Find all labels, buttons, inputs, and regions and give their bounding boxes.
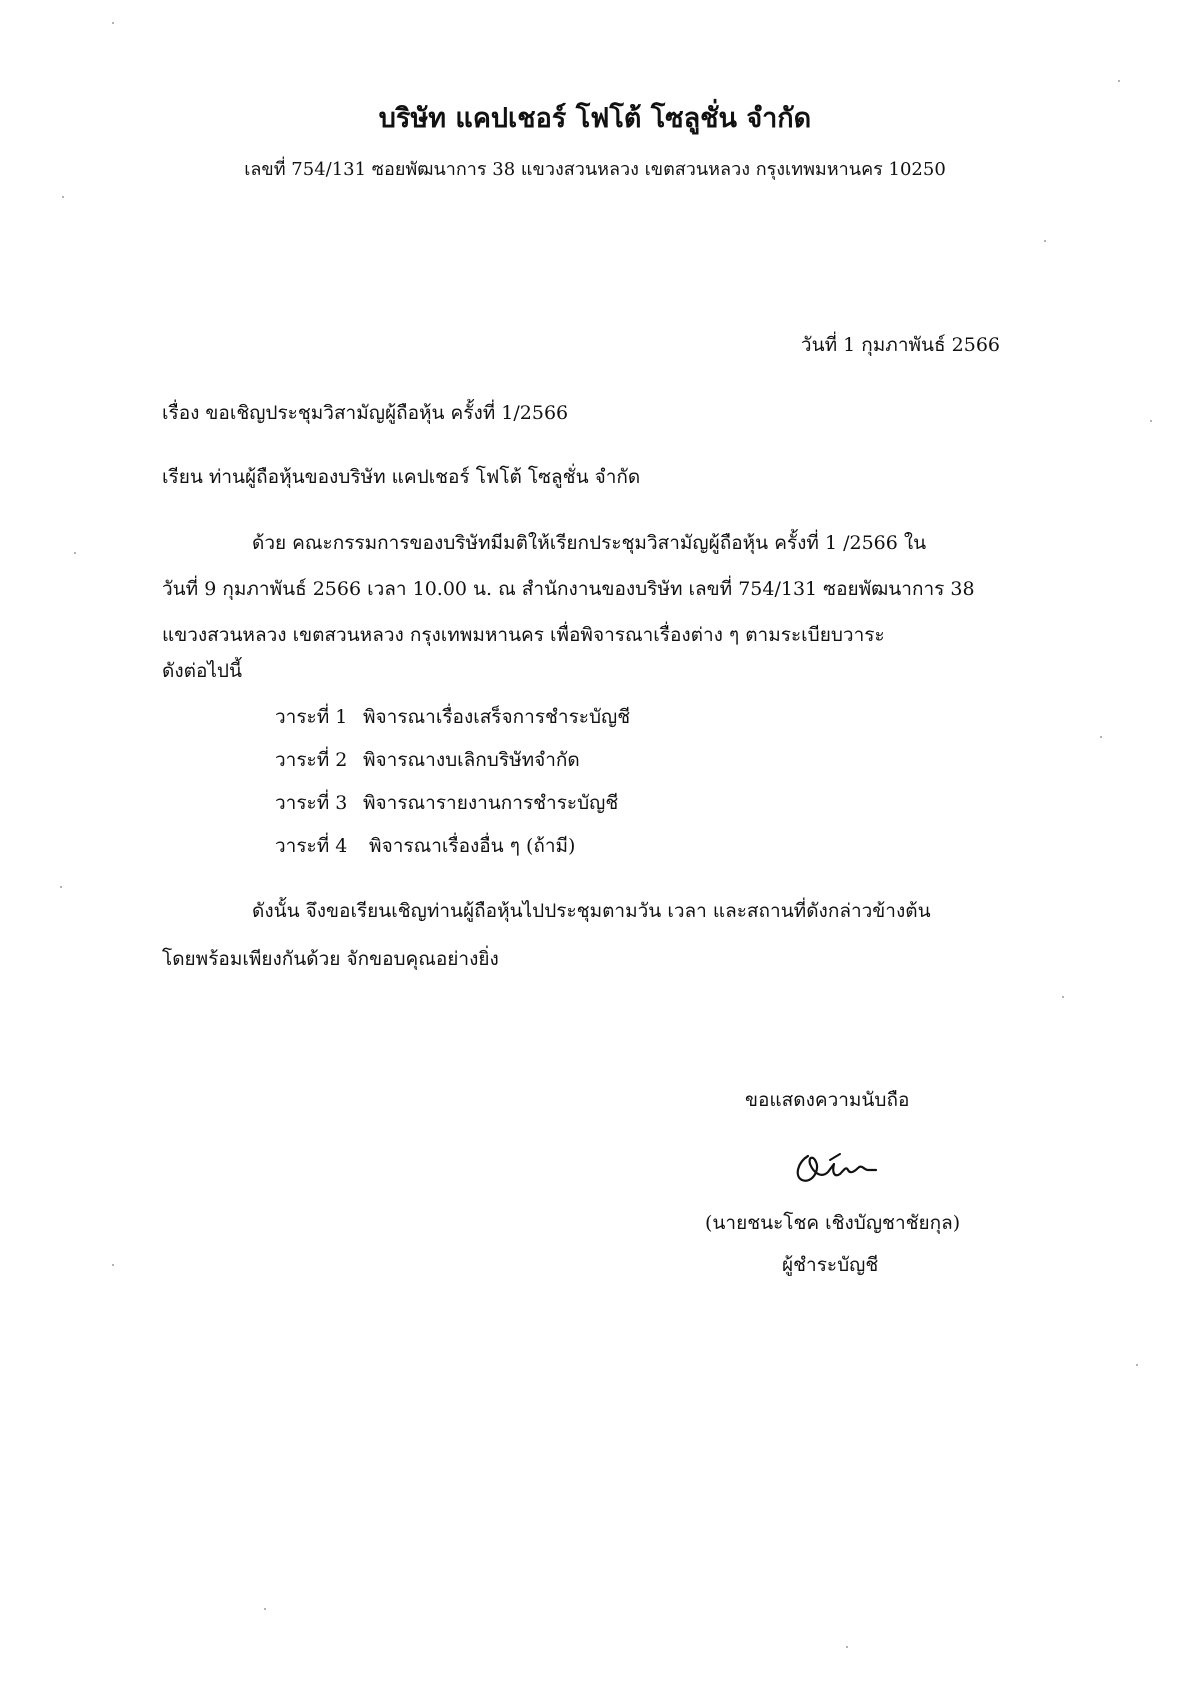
agenda-item [275, 745, 580, 775]
scan-speck [112, 1264, 114, 1266]
scan-speck [1044, 240, 1046, 242]
scan-speck [1150, 420, 1152, 422]
agenda-text: พิจารณางบเลิกบริษัทจำกัด [363, 749, 580, 771]
handwritten-signature [790, 1140, 880, 1190]
agenda-text: พิจารณารายงานการชำระบัญชี [363, 792, 619, 814]
agenda-item [275, 831, 575, 861]
company-name: บริษัท แคปเชอร์ โฟโต้ โซลูชั่น จำกัด [378, 103, 812, 134]
closing-line: โดยพร้อมเพียงกันด้วย จักขอบคุณอย่างยิ่ง [162, 948, 499, 970]
body-line: ดังต่อไปนี้ [162, 660, 242, 682]
body-line: วันที่ 9 กุมภาพันธ์ 2566 เวลา 10.00 น. ณ สำนักงานของบริษัท เลขที่ 754/131 ซอยพัฒนาการ 38 [162, 578, 975, 600]
agenda-number: วาระที่ 2 [275, 749, 348, 771]
scan-speck [1136, 1364, 1138, 1366]
agenda-number: วาระที่ 1 [275, 706, 348, 728]
letter-salutation: เรียน ท่านผู้ถือหุ้นของบริษัท แคปเชอร์ โฟโต้ โซลูชั่น จำกัด [162, 466, 641, 488]
sign-off: ขอแสดงความนับถือ [745, 1089, 910, 1111]
company-address: เลขที่ 754/131 ซอยพัฒนาการ 38 แขวงสวนหลวง เขตสวนหลวง กรุงเทพมหานคร 10250 [244, 159, 946, 180]
signer-title: ผู้ชำระบัญชี [782, 1254, 879, 1276]
scan-speck [846, 1646, 848, 1648]
scan-speck [264, 1608, 266, 1610]
body-line: แขวงสวนหลวง เขตสวนหลวง กรุงเทพมหานคร เพื่อพิจารณาเรื่องต่าง ๆ ตามระเบียบวาระ [162, 624, 885, 646]
body-line: ด้วย คณะกรรมการของบริษัทมีมติให้เรียกประชุมวิสามัญผู้ถือหุ้น ครั้งที่ 1 /2566 ใน [252, 532, 927, 554]
closing-line: ดังนั้น จึงขอเรียนเชิญท่านผู้ถือหุ้นไปประชุมตามวัน เวลา และสถานที่ดังกล่าวข้างต้น [252, 900, 931, 922]
signer-name: (นายชนะโชค เชิงบัญชาชัยกุล) [705, 1212, 961, 1234]
agenda-item [275, 702, 630, 732]
scan-speck [74, 552, 76, 554]
agenda-item [275, 788, 618, 818]
scan-speck [1100, 736, 1102, 738]
scan-speck [1062, 996, 1064, 998]
letter-date: วันที่ 1 กุมภาพันธ์ 2566 [800, 334, 1000, 356]
agenda-text: พิจารณาเรื่องอื่น ๆ (ถ้ามี) [363, 835, 576, 857]
scan-speck [112, 22, 114, 24]
agenda-number: วาระที่ 3 [275, 792, 348, 814]
scan-speck [62, 196, 64, 198]
agenda-number: วาระที่ 4 [275, 835, 348, 857]
letter-subject: เรื่อง ขอเชิญประชุมวิสามัญผู้ถือหุ้น ครั้งที่ 1/2566 [162, 402, 569, 424]
agenda-text: พิจารณาเรื่องเสร็จการชำระบัญชี [363, 706, 631, 728]
scan-speck [60, 886, 62, 888]
scan-speck [1118, 80, 1120, 82]
